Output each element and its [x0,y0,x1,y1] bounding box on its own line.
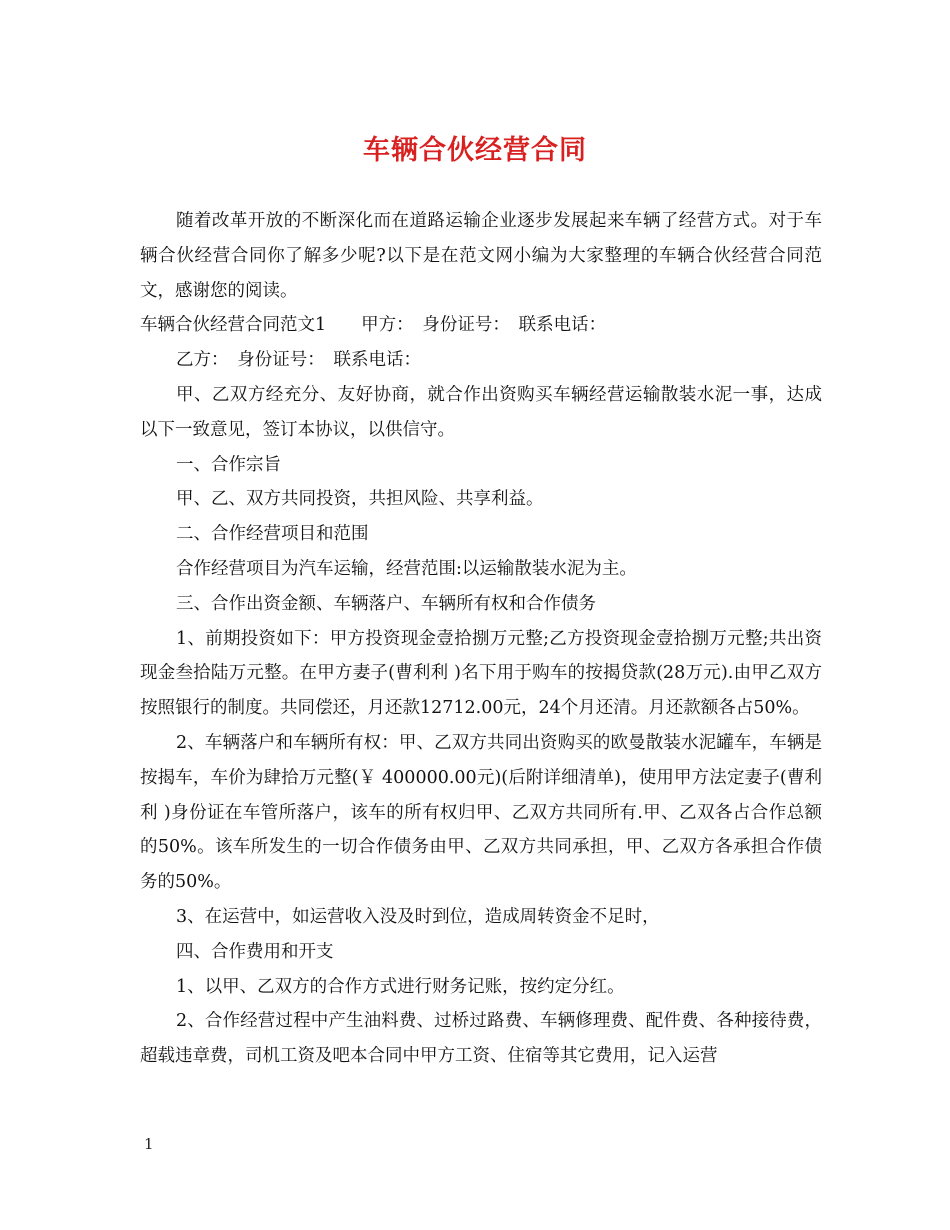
section-heading-scope: 二、合作经营项目和范围 [176,524,369,545]
expenses-clause-1: 1、以甲、乙双方的合作方式进行财务记账，按约定分红。 [176,976,625,997]
intro-paragraph: 随着改革开放的不断深化而在道路运输企业逐步发展起来车辆了经营方式。对于车辆合伙经营合同你了解多少呢?以下是在范文网小编为大家整理的车辆合伙经营合同范文，感谢您的阅读。 [140,211,822,301]
section-heading-expenses: 四、合作费用和开支 [176,941,334,962]
page-number: 1 [144,1135,154,1153]
agreement-preamble: 甲、乙双方经充分、友好协商，就合作出资购买车辆经营运输散装水泥一事，达成以下一致意见，签订本协议，以供信守。 [140,384,822,440]
document-body [140,204,822,1074]
section-heading-investment: 三、合作出资金额、车辆落户、车辆所有权和合作债务 [176,593,596,614]
investment-clause-3: 3、在运营中，如运营收入没及时到位，造成周转资金不足时， [176,906,660,927]
investment-clause-1: 1、前期投资如下：甲方投资现金壹拾捌万元整;乙方投资现金壹拾捌万元整;共出资现金叁拾陆万元整。在甲方妻子(曹利利 )名下用于购车的按揭贷款(28万元).由甲乙双方按照银行的制度。共同偿还，月还款12712.00元，24个月还清。月还款额各占50%。 [140,628,822,719]
section-heading-purpose: 一、合作宗旨 [176,454,281,475]
expenses-clause-2: 2、合作经营过程中产生油料费、过桥过路费、车辆修理费、配件费、各种接待费，超载违章费，司机工资及吧本合同中甲方工资、住宿等其它费用，记入运营 [140,1011,822,1067]
document-title: 车辆合伙经营合同 [363,135,587,166]
party-b-line: 乙方： 身份证号： 联系电话： [176,350,421,371]
investment-clause-2: 2、车辆落户和车辆所有权：甲、乙双方共同出资购买的欧曼散装水泥罐车，车辆是按揭车，车价为肆拾万元整(￥ 400000.00元)(后附详细清单)，使用甲方法定妻子(曹利利 )身份证在车管所落户，该车的所有权归甲、乙双方共同所有.甲、乙双各占合作总额的50%。该车所发生的一切合作债务由甲、乙双方共同承担，甲、乙双方各承担合作债务的50%。 [140,732,822,893]
contract-header-line: 车辆合伙经营合同范文1 甲方： 身份证号： 联系电话： [140,315,607,336]
scope-text: 合作经营项目为汽车运输，经营范围:以运输散装水泥为主。 [176,558,637,579]
purpose-text: 甲、乙、双方共同投资，共担风险、共享利益。 [176,489,544,510]
